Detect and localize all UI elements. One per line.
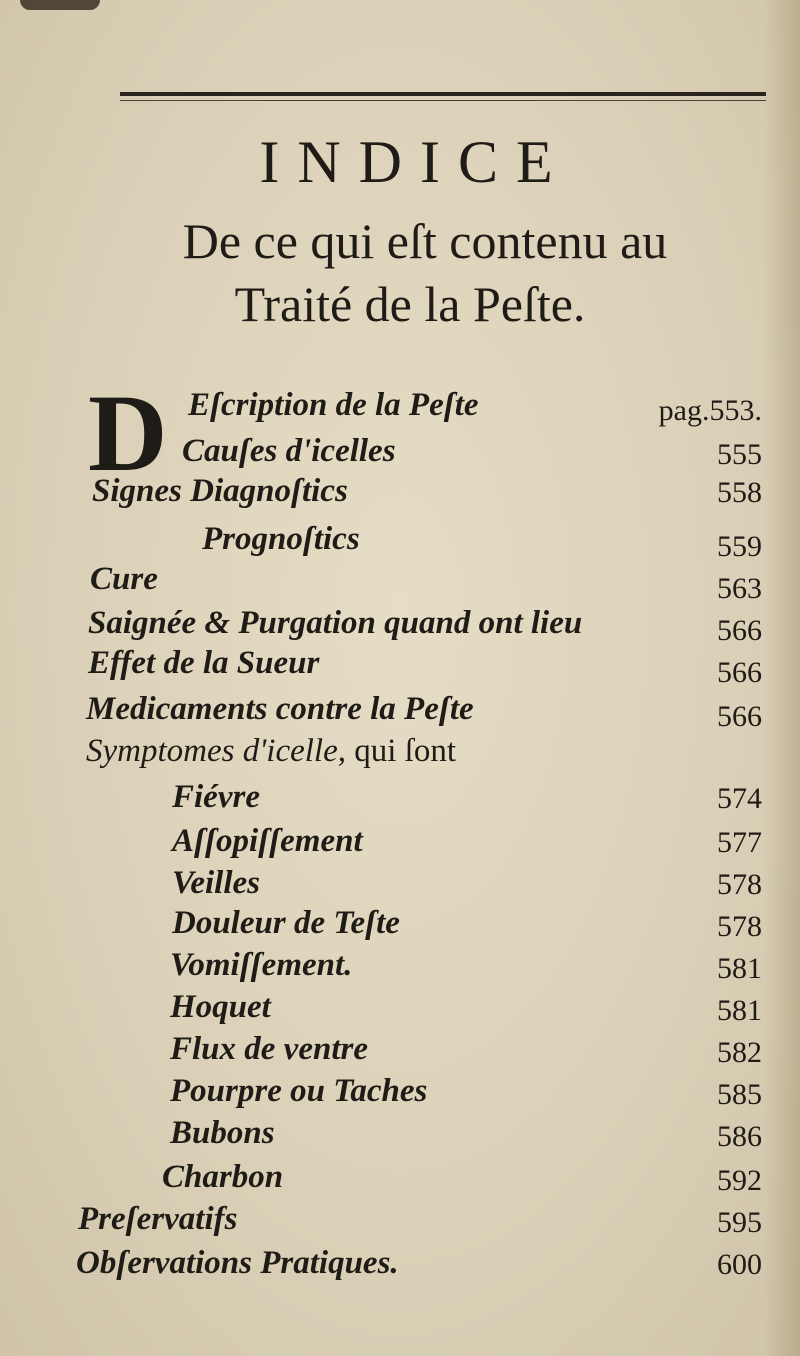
subtitle-line-2: Traité de la Peſte. — [234, 276, 586, 332]
index-entry-label: Vomiſſement. — [170, 947, 353, 983]
index-entry-label: Medicaments contre la Peſte — [86, 691, 474, 727]
index-entry-page: 574 — [717, 782, 762, 815]
index-entry-label-roman: qui ſont — [345, 733, 456, 769]
index-entry-label: Eſcription de la Peſte — [188, 387, 479, 423]
index-entry-label: Pourpre ou Taches — [170, 1073, 428, 1109]
ink-blot — [20, 0, 100, 10]
index-entry-page: 595 — [717, 1206, 762, 1239]
index-entry-label: Fiévre — [172, 779, 260, 815]
index-entry-label: Effet de la Sueur — [88, 645, 320, 681]
index-entry-label: Signes Diagnoſtics — [92, 473, 348, 509]
index-entry-page: 577 — [717, 826, 762, 859]
index-entry-page: 563 — [717, 572, 762, 605]
index-entry-label: Saignée & Purgation quand ont lieu — [88, 605, 583, 641]
index-entry-label: Cauſes d'icelles — [182, 433, 396, 469]
index-entry-page: 582 — [717, 1036, 762, 1069]
drop-cap: D — [88, 372, 168, 494]
index-entry-label: Prognoſtics — [202, 521, 360, 557]
index-entry-label: Cure — [90, 561, 158, 597]
index-entry-page: 558 — [717, 476, 762, 509]
index-entry-page: 592 — [717, 1164, 762, 1197]
index-entry-label: Hoquet — [170, 989, 271, 1025]
index-entry-page: 578 — [717, 868, 762, 901]
index-entry-label: Preſervatifs — [78, 1201, 238, 1237]
subtitle-line-1: De ce qui eſt contenu au — [182, 213, 668, 269]
page-edge-shadow — [764, 0, 800, 1356]
index-entry-page: 566 — [717, 656, 762, 689]
index-entry-page: 586 — [717, 1120, 762, 1153]
index-entry-page: 581 — [717, 994, 762, 1027]
index-entry-label: Obſervations Pratiques. — [76, 1245, 399, 1281]
index-entry-page: 585 — [717, 1078, 762, 1111]
index-entry-page: 578 — [717, 910, 762, 943]
index-entry-label — [86, 728, 456, 774]
header-rule-thin — [120, 100, 766, 101]
index-entry-label: Bubons — [170, 1115, 275, 1151]
index-entry-label: Veilles — [172, 865, 260, 901]
index-entry-page: 559 — [717, 530, 762, 563]
header-rule — [120, 92, 766, 96]
index-entry-page: 566 — [717, 700, 762, 733]
index-entry-label: Douleur de Teſte — [172, 905, 400, 941]
index-entry-page: pag.553. — [658, 394, 762, 427]
index-entry-label: Flux de ventre — [170, 1031, 368, 1067]
page-title: INDICE — [259, 129, 571, 195]
index-entry-page: 566 — [717, 614, 762, 647]
index-entry-label-italic: Symptomes d'icelle, — [86, 733, 346, 769]
index-entry-page: 581 — [717, 952, 762, 985]
index-entry-label: Aſſopiſſement — [172, 823, 363, 859]
index-entry-page: 600 — [717, 1248, 762, 1281]
index-entry-label: Charbon — [162, 1159, 284, 1195]
index-entry-page: 555 — [717, 438, 762, 471]
